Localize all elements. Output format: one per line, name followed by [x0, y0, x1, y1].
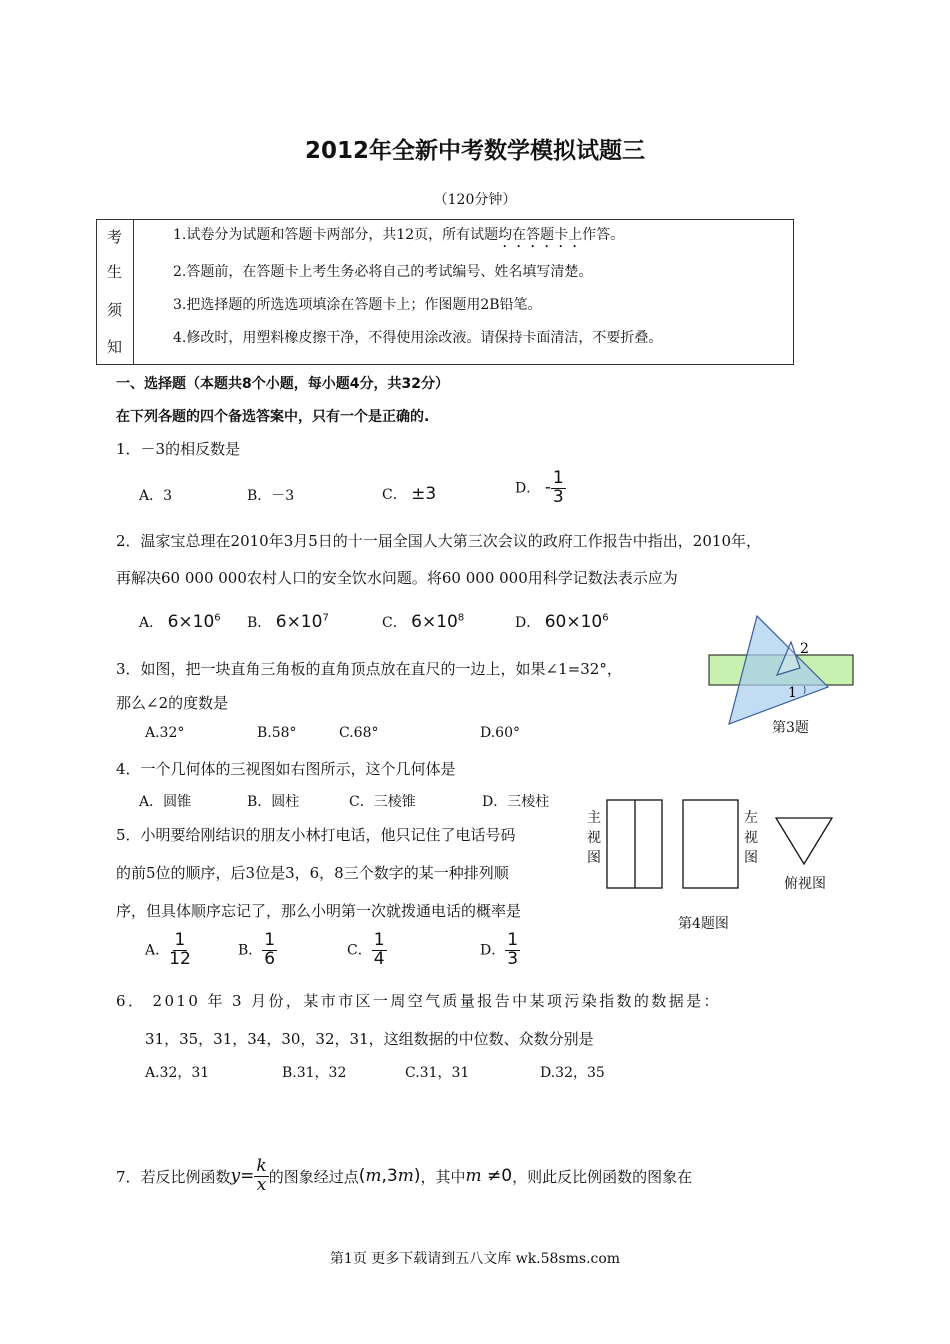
- q7-mid2: ，其中: [420, 1167, 466, 1186]
- q2-option-b-label: B．: [247, 615, 272, 631]
- q7-point: [359, 1166, 421, 1186]
- q6-option-b: B.31，32: [282, 1065, 347, 1081]
- fraction-denominator: 12: [169, 948, 191, 969]
- q2-option-c-value: [411, 612, 464, 632]
- q7-var-y: y: [230, 1166, 241, 1187]
- fraction-numerator: 1: [174, 930, 186, 950]
- q7-equals: =: [240, 1166, 255, 1187]
- q5-option-c: [347, 932, 387, 969]
- notice-label: [97, 220, 134, 364]
- top-view-triangle: [776, 818, 832, 864]
- q5-option-b-fraction: [262, 932, 277, 969]
- sci-exponent: 8: [457, 612, 465, 624]
- top-view-label: 俯视图: [784, 876, 826, 892]
- front-view-label: [587, 808, 603, 868]
- front-view-label-char: 图: [587, 850, 601, 866]
- side-view-rect: [683, 800, 738, 888]
- notice-label-char: 考: [107, 228, 123, 246]
- sci-base: 6×10: [167, 612, 215, 632]
- q4-option-c: C．三棱锥: [349, 794, 416, 810]
- sci-base: 6×10: [411, 612, 458, 632]
- q7-pre: 7．若反比例函数: [116, 1167, 231, 1186]
- notice-item-1-emphasis: 均在答题卡上: [498, 227, 583, 243]
- q7-point-m2: m: [397, 1166, 414, 1187]
- notice-item-1-post: 作答。: [582, 227, 625, 243]
- notice-box: [96, 219, 794, 365]
- q6-line-2: 31，35，31，34，30，32，31，这组数据的中位数、众数分别是: [145, 1030, 594, 1048]
- q5-option-c-fraction: [372, 932, 387, 969]
- q2-option-a-value: [168, 612, 221, 632]
- q5-option-a-fraction: [169, 932, 191, 969]
- q4-stem: 4．一个几何体的三视图如右图所示，这个几何体是: [116, 760, 456, 778]
- q3-figure-caption: 第3题: [772, 720, 809, 736]
- q5-option-d-label: D．: [480, 942, 506, 959]
- q7-point-m: m: [365, 1166, 382, 1187]
- q2-option-b-value: [276, 612, 329, 632]
- side-view-label-char: 视: [744, 830, 758, 846]
- fraction-denominator: 3: [507, 948, 519, 969]
- side-view-label: [744, 808, 760, 868]
- q7-cond-rest: ≠0: [481, 1166, 513, 1187]
- q2-option-d-value: [545, 612, 609, 632]
- front-view-label-char: 视: [587, 830, 601, 846]
- q7-point-open: (: [358, 1166, 366, 1187]
- q1-option-d-fraction: [551, 470, 566, 507]
- q5-option-d: [480, 932, 520, 969]
- notice-label-char: 须: [107, 301, 123, 319]
- q3-option-b: B.58°: [257, 725, 297, 741]
- q6-line-1: 6． 2010 年 3 月份，某市市区一周空气质量报告中某项污染指数的数据是：: [116, 992, 721, 1010]
- q1-option-d-sign: -: [544, 477, 551, 498]
- q3-option-c: C.68°: [339, 725, 379, 741]
- q5-line-1: 5．小明要给刚结识的朋友小林打电话，他只记住了电话号码: [116, 826, 516, 844]
- q5-option-a-label: A．: [145, 942, 170, 959]
- side-view-label-char: 左: [744, 810, 758, 826]
- q5-line-3: 序，但具体顺序忘记了，那么小明第一次就拨通电话的概率是: [116, 902, 522, 920]
- q1-option-a: A．3: [139, 488, 173, 504]
- fraction-numerator: 1: [373, 930, 385, 950]
- q7-mid: 的图象经过点: [268, 1167, 359, 1186]
- q5-option-b: [238, 932, 277, 969]
- section-heading: 一、选择题（本题共8个小题，每小题4分，共32分）: [116, 376, 449, 392]
- q6-option-c: C.31，31: [405, 1065, 470, 1081]
- q4-option-b: B．圆柱: [247, 794, 300, 810]
- q5-option-b-label: B．: [238, 942, 263, 959]
- fraction-denominator: 3: [552, 486, 564, 507]
- q1-option-c: [382, 484, 436, 504]
- q6-option-d: D.32，35: [540, 1065, 605, 1081]
- q5-line-2: 的前5位的顺序，后3位是3，6，8三个数字的某一种排列顺: [116, 864, 509, 882]
- fraction-numerator: 1: [552, 468, 564, 488]
- section-instruction: 在下列各题的四个备选答案中，只有一个是正确的.: [116, 409, 430, 425]
- notice-label-char: 知: [107, 338, 123, 356]
- front-view-drawing: [605, 798, 665, 891]
- q2-option-a-label: A．: [139, 615, 164, 631]
- q2-option-c-label: C．: [382, 615, 407, 631]
- q1-option-d-label: D．: [515, 480, 541, 497]
- fraction-denominator: 4: [373, 948, 385, 969]
- q7-post: ，则此反比例函数的图象在: [512, 1167, 693, 1186]
- notice-item-2: 2.答题前，在答题卡上考生务必将自己的考试编号、姓名填写清楚。: [173, 264, 593, 280]
- sci-base: 60×10: [544, 612, 603, 632]
- notice-item-1: [173, 224, 624, 251]
- fraction-numerator: k: [256, 1156, 267, 1176]
- side-view-label-char: 图: [744, 850, 758, 866]
- q2-line-2: 再解决60 000 000农村人口的安全饮水问题。将60 000 000用科学记数法表示应为: [116, 569, 678, 587]
- q7-condition: [466, 1166, 513, 1186]
- q7-point-sep: ,3: [381, 1166, 398, 1187]
- q5-option-a: [145, 932, 191, 969]
- sci-exponent: 6: [214, 612, 221, 624]
- angle-2-label: 2: [800, 641, 809, 657]
- notice-label-char: 生: [107, 263, 123, 281]
- q7-point-close: ): [413, 1166, 421, 1187]
- sci-exponent: 6: [602, 612, 609, 624]
- q3-line-1: 3．如图，把一块直角三角板的直角顶点放在直尺的一边上，如果∠1=32°，: [116, 660, 622, 678]
- q2-option-a: [139, 612, 221, 632]
- q1-stem: 1．－3的相反数是: [116, 440, 241, 458]
- q4-option-d: D．三棱柱: [482, 794, 550, 810]
- q7-fraction-k-over-x: [254, 1158, 268, 1195]
- sci-exponent: 7: [322, 612, 329, 624]
- exam-duration: （120分钟）: [433, 192, 517, 208]
- q2-line-1: 2．温家宝总理在2010年3月5日的十一届全国人大第三次会议的政府工作报告中指出，2010年，: [116, 532, 761, 550]
- notice-item-1-pre: 1.试卷分为试题和答题卡两部分，共12页，所有试题: [173, 227, 499, 243]
- angle-1-label: 1: [788, 685, 797, 701]
- q5-option-d-fraction: [505, 932, 520, 969]
- q3-line-2: 那么∠2的度数是: [116, 694, 229, 712]
- q1-option-b: B．－3: [247, 488, 295, 504]
- page-footer: 第1页 更多下载请到五八文库 wk.58sms.com: [329, 1251, 621, 1267]
- top-view-drawing: [772, 814, 836, 868]
- notice-item-3: 3.把选择题的所选选项填涂在答题卡上；作图题用2B铅笔。: [173, 297, 542, 313]
- q6-option-a: A.32，31: [145, 1065, 210, 1081]
- q1-option-d: [515, 470, 566, 507]
- side-view-drawing: [681, 798, 741, 891]
- q4-figure-caption: 第4题图: [678, 916, 729, 932]
- q1-option-c-label: C．: [382, 487, 407, 503]
- page-title: 2012年全新中考数学模拟试题三: [304, 138, 645, 164]
- q7-cond-m: m: [465, 1166, 482, 1187]
- fraction-denominator: 6: [264, 948, 276, 969]
- fraction-numerator: 1: [507, 930, 519, 950]
- q3-option-a: A.32°: [145, 725, 185, 741]
- q4-option-a: A．圆锥: [139, 794, 192, 810]
- q1-option-c-value: ±3: [411, 484, 437, 504]
- front-view-label-char: 主: [587, 810, 601, 826]
- sci-base: 6×10: [275, 612, 323, 632]
- q2-option-d: [515, 612, 609, 632]
- q2-option-d-label: D．: [515, 615, 541, 631]
- q5-option-c-label: C．: [347, 942, 372, 959]
- q3-option-d: D.60°: [480, 725, 520, 741]
- fraction-denominator: x: [256, 1174, 267, 1195]
- q2-option-c: [382, 612, 464, 632]
- q2-option-b: [247, 612, 329, 632]
- q7-stem: [116, 1158, 692, 1195]
- notice-item-4: 4.修改时，用塑料橡皮擦干净，不得使用涂改液。请保持卡面清洁，不要折叠。: [173, 330, 663, 346]
- fraction-numerator: 1: [264, 930, 276, 950]
